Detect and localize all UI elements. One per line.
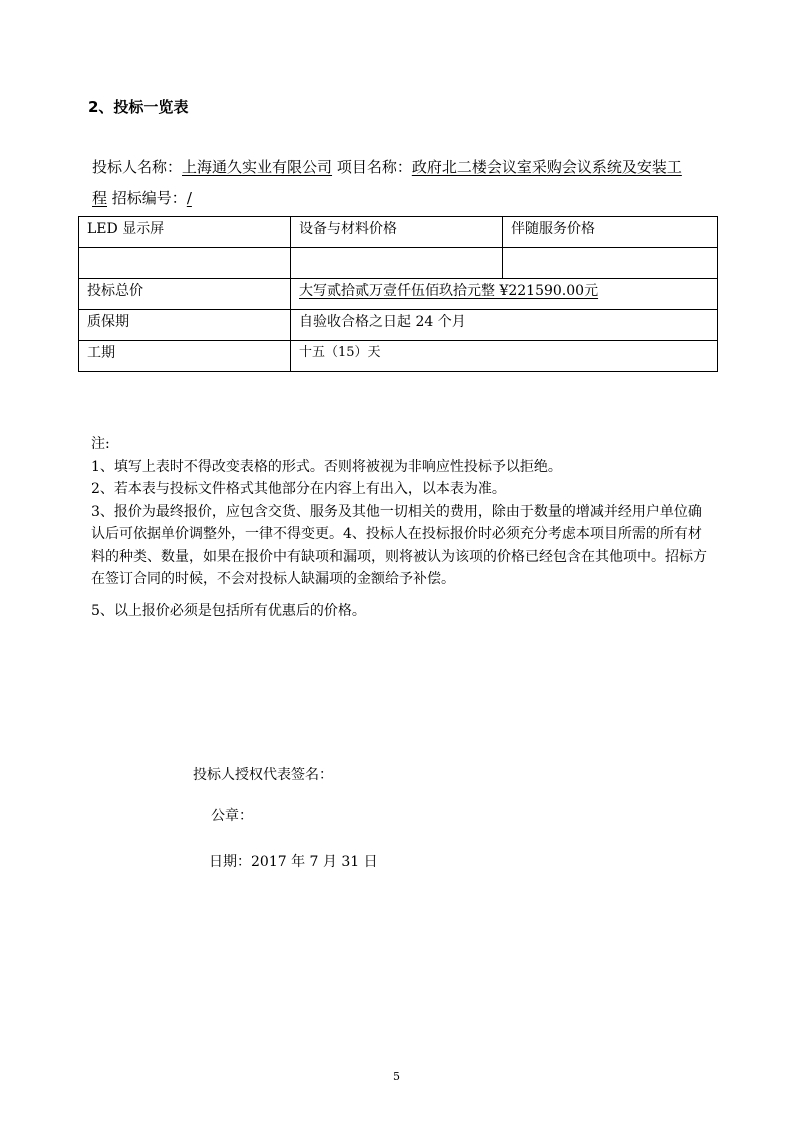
project-value: 政府北二楼会议室采购会议系统及安装工 [411,158,682,176]
warranty-value: 自验收合格之日起 24 个月 [291,310,718,341]
header-equipment-price: 设备与材料价格 [291,217,503,248]
period-label: 工期 [79,341,291,372]
note-3-4: 3、报价为最终报价，应包含交货、服务及其他一切相关的费用，除由于数量的增减并经用户单位确认后可依据单价调整外，一律不得变更。4、投标人在投标报价时必须充分考虑本项目所需的所有材料的种类、数量，如果在报价中有缺项和漏项，则将被认为该项的价格已经包含在其他项中。招标方在签订合同的时候，不会对投标人缺漏项的金额给予补偿。 [91,503,707,587]
header-led-display: LED 显示屏 [79,217,291,248]
empty-cell [79,248,291,279]
header-service-price: 伴随服务价格 [503,217,718,248]
total-price-text: 大写贰拾贰万壹仟伍佰玖拾元整 ¥221590.00元 [299,283,599,299]
project-label: 项目名称： [336,158,412,176]
table-row [79,279,718,310]
bidder-value: 上海通久实业有限公司 [182,158,333,176]
section-title: 2、投标一览表 [88,98,189,116]
notes [91,433,711,622]
seal-label: 公章： [211,808,253,824]
empty-cell [503,248,718,279]
notes-title: 注: [91,436,110,452]
total-price-label: 投标总价 [79,279,291,310]
warranty-label: 质保期 [79,310,291,341]
note-5: 5、以上报价必须是包括所有优惠后的价格。 [91,602,366,619]
tender-no-label: 招标编号： [111,189,187,207]
page-number: 5 [393,1070,400,1083]
rep-signature-label: 投标人授权代表签名： [193,767,333,783]
table-row [79,248,718,279]
note-2: 2、若本表与投标文件格式其他部分在内容上有出入，以本表为准。 [91,481,506,497]
period-value: 十五（15）天 [291,341,718,372]
total-price-value [291,279,718,310]
bid-info [92,152,732,214]
tender-no-value: / [186,189,192,207]
table-row [79,310,718,341]
project-value-cont: 程 [92,189,108,207]
bidder-label: 投标人名称： [92,158,183,176]
bid-summary-table [78,216,718,372]
note-1: 1、填写上表时不得改变表格的形式。否则将被视为非响应性投标予以拒绝。 [91,458,562,475]
table-row [79,341,718,372]
date-label: 日期：2017 年 7 月 31 日 [209,854,378,870]
empty-cell [291,248,503,279]
table-row [79,217,718,248]
